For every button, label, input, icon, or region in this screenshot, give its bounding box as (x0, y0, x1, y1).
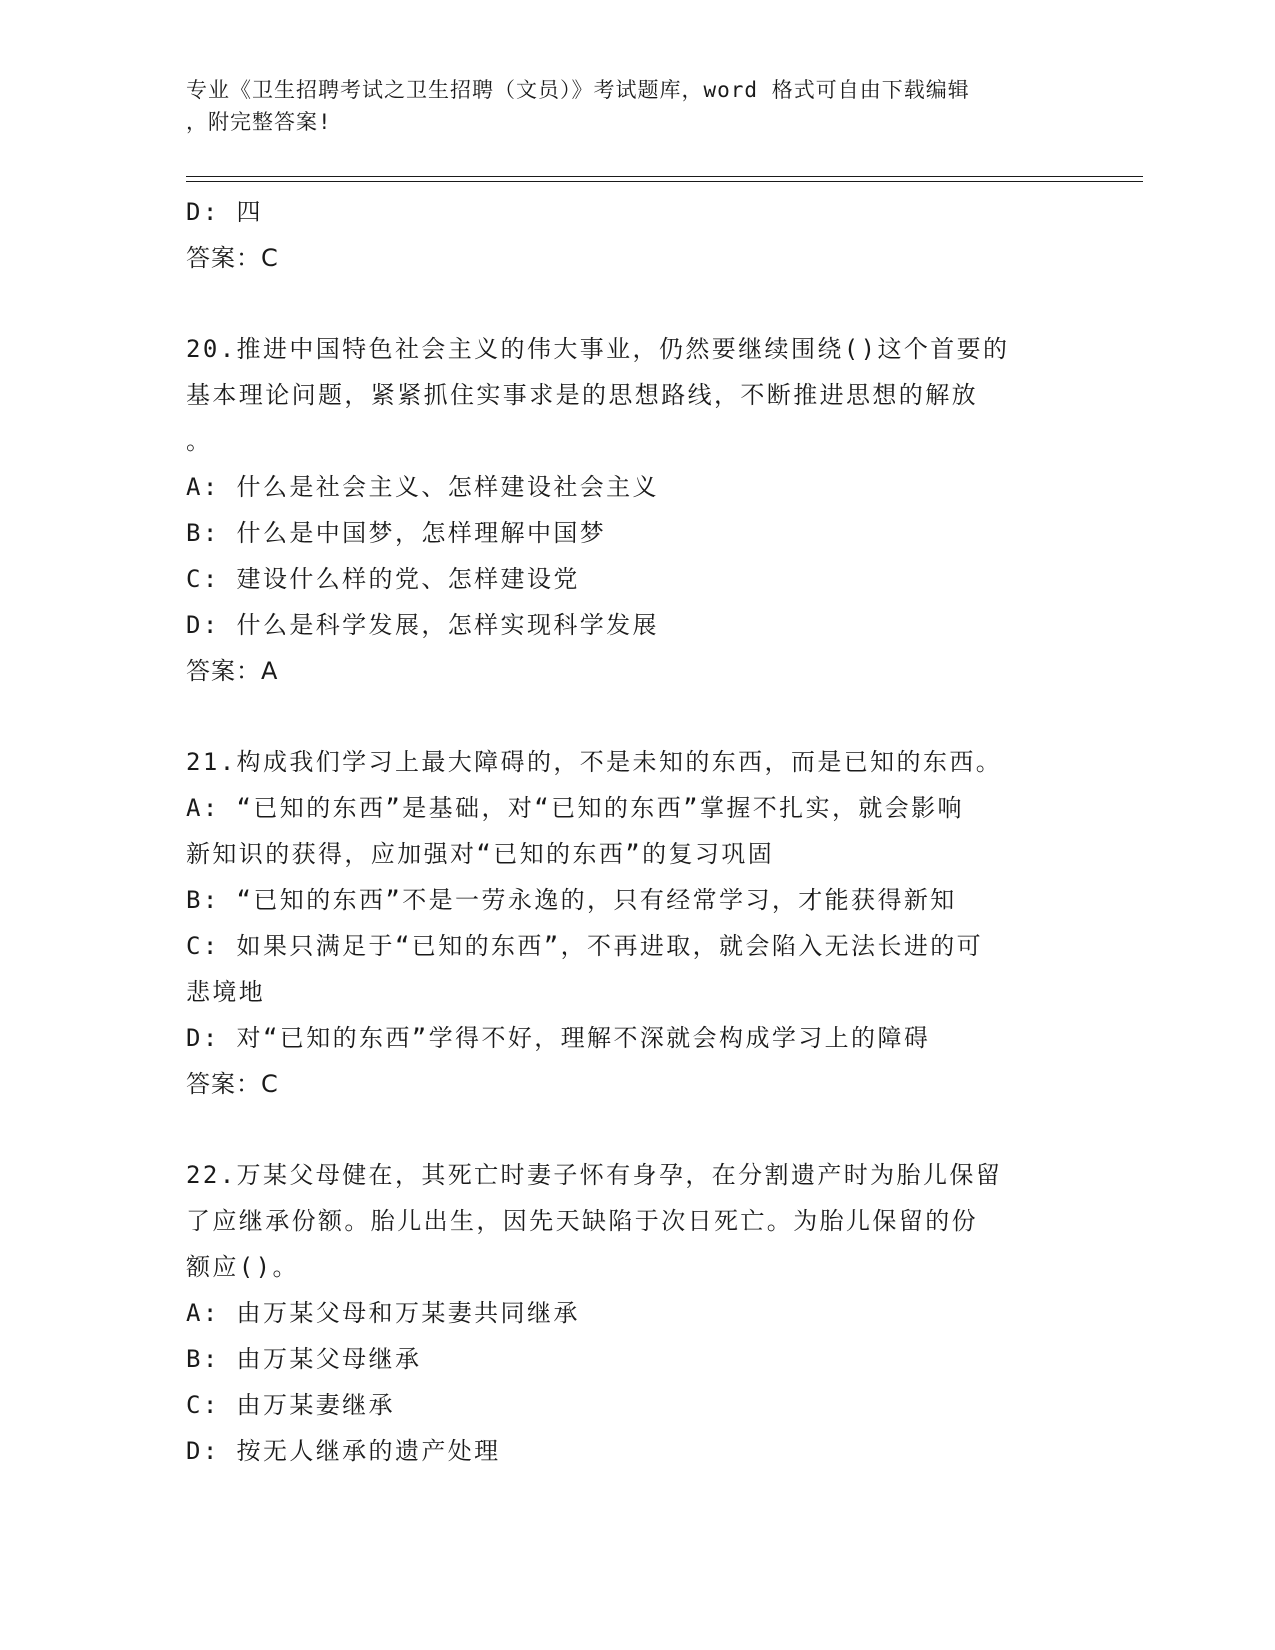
option-b: B: 由万某父母继承 (186, 1345, 422, 1373)
option-a-continued: 新知识的获得，应加强对“已知的东西”的复习巩固 (186, 840, 775, 868)
question-stem: 20.推进中国特色社会主义的伟大事业，仍然要继续围绕()这个首要的 (186, 335, 1010, 363)
question-20 (186, 326, 1066, 694)
option-d: D: 四 (186, 198, 263, 226)
question-21 (186, 739, 1066, 1107)
answer: 答案：A (186, 657, 279, 685)
spacer (186, 1107, 1066, 1152)
question-stem: 额应()。 (186, 1253, 299, 1281)
option-a: A: 由万某父母和万某妻共同继承 (186, 1299, 580, 1327)
answer: 答案：C (186, 1070, 279, 1098)
option-c: C: 建设什么样的党、怎样建设党 (186, 565, 580, 593)
header-rule-bottom (186, 181, 1143, 182)
option-d: D: 对“已知的东西”学得不好，理解不深就会构成学习上的障碍 (186, 1024, 931, 1052)
option-a: A: 什么是社会主义、怎样建设社会主义 (186, 473, 659, 501)
option-c: C: 由万某妻继承 (186, 1391, 395, 1419)
question-stem: 。 (186, 427, 213, 455)
document-header (186, 74, 1066, 138)
option-b: B: “已知的东西”不是一劳永逸的，只有经常学习，才能获得新知 (186, 886, 957, 914)
option-d: D: 什么是科学发展，怎样实现科学发展 (186, 611, 659, 639)
question-stem: 22.万某父母健在，其死亡时妻子怀有身孕，在分割遗产时为胎儿保留 (186, 1161, 1003, 1189)
question-stem: 了应继承份额。胎儿出生，因先天缺陷于次日死亡。为胎儿保留的份 (186, 1207, 978, 1235)
header-line-1: 专业《卫生招聘考试之卫生招聘（文员）》考试题库，word 格式可自由下载编辑 (186, 78, 970, 102)
option-c: C: 如果只满足于“已知的东西”，不再进取，就会陷入无法长进的可 (186, 932, 984, 960)
option-b: B: 什么是中国梦，怎样理解中国梦 (186, 519, 607, 547)
answer: 答案：C (186, 244, 279, 272)
option-c-continued: 悲境地 (186, 978, 266, 1006)
option-a: A: “已知的东西”是基础，对“已知的东西”掌握不扎实，就会影响 (186, 794, 964, 822)
spacer (186, 281, 1066, 326)
question-22 (186, 1152, 1066, 1474)
header-rule-top (186, 176, 1143, 177)
question-stem: 基本理论问题，紧紧抓住实事求是的思想路线，不断推进思想的解放 (186, 381, 978, 409)
spacer (186, 694, 1066, 739)
previous-question-tail (186, 189, 1066, 281)
question-stem: 21.构成我们学习上最大障碍的，不是未知的东西，而是已知的东西。 (186, 748, 1003, 776)
option-d: D: 按无人继承的遗产处理 (186, 1437, 501, 1465)
question-list (186, 189, 1066, 1474)
header-line-2: ，附完整答案! (186, 110, 332, 134)
